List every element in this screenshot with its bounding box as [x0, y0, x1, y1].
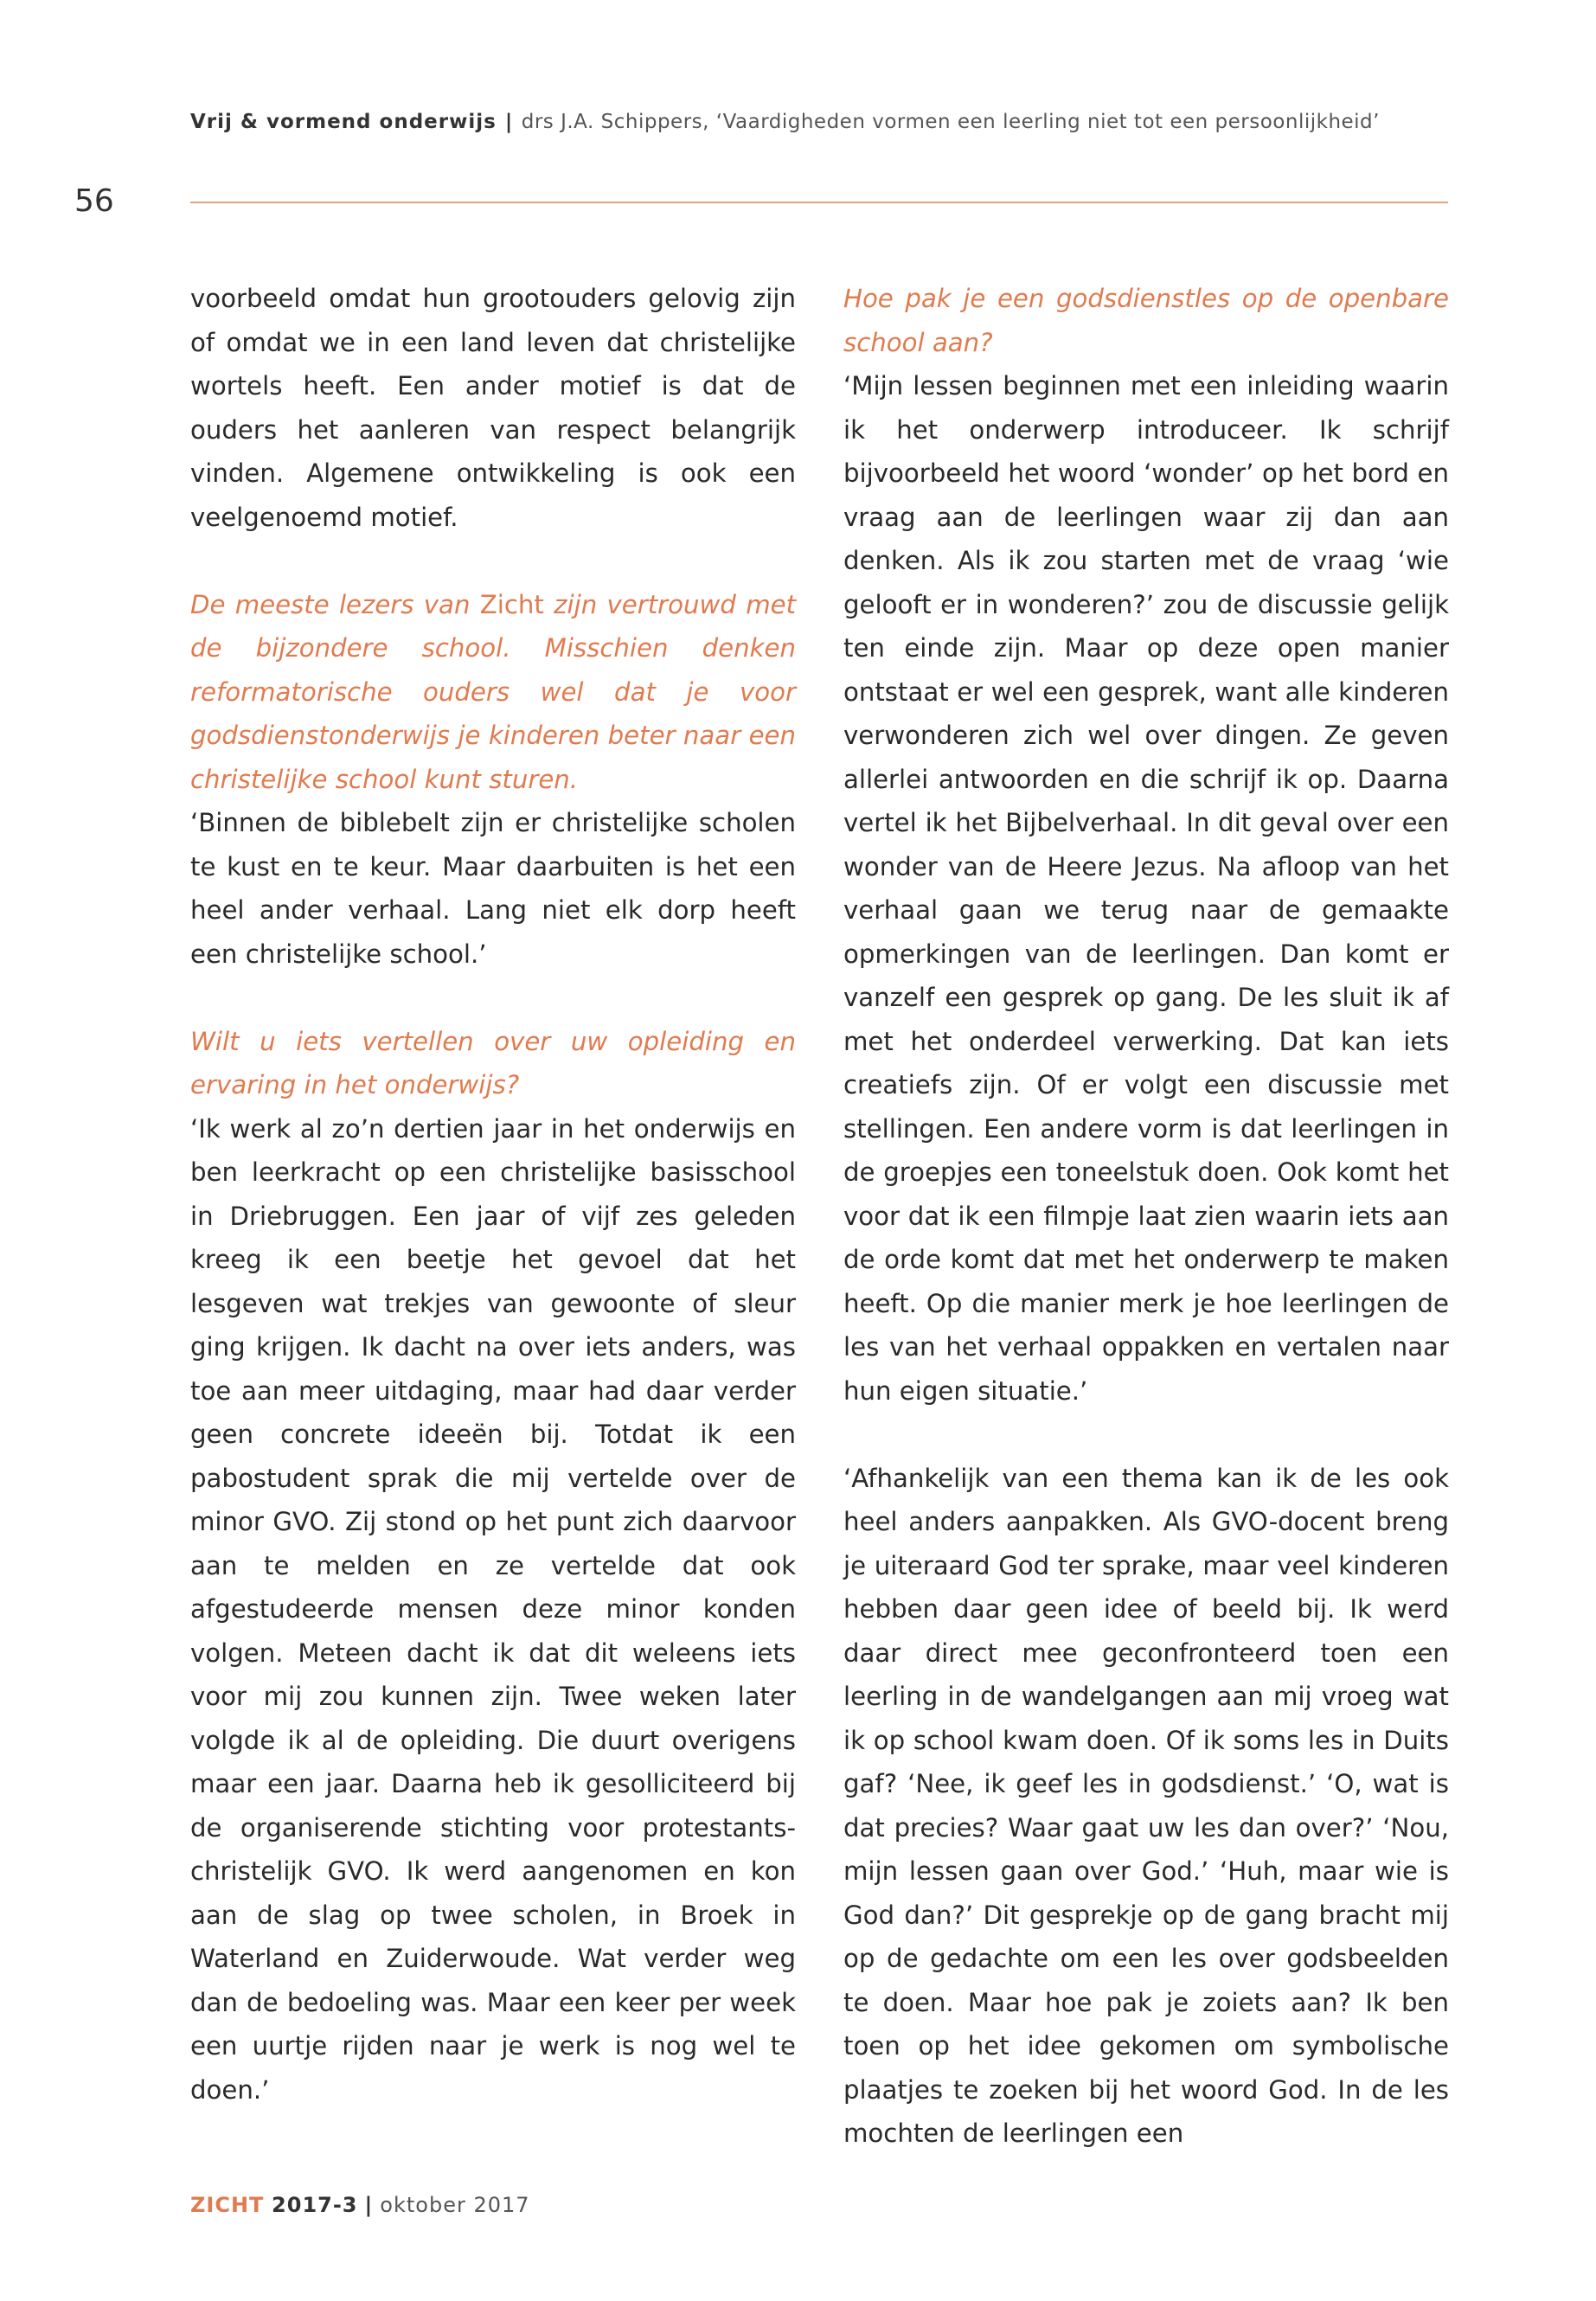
right-column — [843, 277, 1449, 2156]
header-rule — [190, 202, 1448, 203]
question-text: De meeste lezers van — [190, 589, 471, 619]
footer-separator: | — [364, 2193, 374, 2217]
page-footer — [190, 2193, 530, 2217]
article-title: drs J.A. Schippers, ‘Vaardigheden vormen een leerling niet tot een persoonlijkheid’ — [521, 111, 1380, 133]
paragraph: voorbeeld omdat hun grootouders gelovig zijn of omdat we in een land leven dat christelijke wortels heeft. Een ander motief is dat de ouders het aanleren van respect belangrijk vinden. Algemene ontwikkeling is ook een veelgenoemd motief. — [190, 284, 796, 532]
interview-answer: ‘Ik werk al zo’n dertien jaar in het onderwijs en ben leerkracht op een christelijke basisschool in Driebruggen. Een jaar of vijf zes geleden kreeg ik een beetje het gevoel dat het lesgeven wat trekjes van gewoonte of sleur ging krijgen. Ik dacht na over iets anders, was toe aan meer uitdaging, maar had daar verder geen concrete ideeën bij. Totdat ik een pabostudent sprak die mij vertelde over de minor GVO. Zij stond op het punt zich daarvoor aan te melden en ze vertelde dat ook afgestudeerde mensen deze minor konden volgen. Meteen dacht ik dat dit weleens iets voor mij zou kunnen zijn. Twee weken later volgde ik al de opleiding. Die duurt overigens maar een jaar. Daarna heb ik gesolliciteerd bij de organiserende stichting voor protestants-christelijk GVO. Ik werd aangenomen en kon aan de slag op twee scholen, in Broek in Waterland en Zuiderwoude. Wat verder weg dan de bedoeling was. Maar een keer per week een uurtje rijden naar je werk is nog wel te doen.’ — [190, 1113, 796, 2105]
footer-issue: 2017-3 — [272, 2193, 358, 2217]
question-text: zijn vertrouwd met de bijzondere school. Misschien denken reformatorische ouders wel dat je voor godsdienstonderwijs je kinderen beter naar een christelijke school kunt sturen. — [190, 589, 797, 794]
footer-magazine: ZICHT — [190, 2193, 265, 2217]
interview-question — [190, 583, 796, 802]
page-number: 56 — [74, 183, 114, 219]
magazine-name: Zicht — [479, 589, 544, 619]
paragraph-gap — [843, 1413, 1449, 1457]
left-column — [190, 277, 796, 2112]
paragraph-gap — [190, 539, 796, 583]
paragraph-gap — [190, 976, 796, 1020]
footer-date: oktober 2017 — [380, 2193, 530, 2217]
interview-answer: ‘Binnen de biblebelt zijn er christelijke scholen te kust en te keur. Maar daarbuiten is het een heel ander verhaal. Lang niet elk dorp heeft een christelijke school.’ — [190, 808, 796, 969]
interview-question: Hoe pak je een godsdienstles op de openbare school aan? — [843, 284, 1449, 357]
interview-answer: ‘Afhankelijk van een thema kan ik de les ook heel anders aanpakken. Als GVO-docent breng je uiteraard God ter sprake, maar veel kinderen hebben daar geen idee of beeld bij. Ik werd daar direct mee geconfronteerd toen een leerling in de wandelgangen aan mij vroeg wat ik op school kwam doen. Of ik soms les in Duits gaf? ‘Nee, ik geef les in godsdienst.’ ‘O, wat is dat precies? Waar gaat uw les dan over?’ ‘Nou, mijn lessen gaan over God.’ ‘Huh, maar wie is God dan?’ Dit gesprekje op de gang bracht mij op de gedachte om een les over godsbeelden te doen. Maar hoe pak je zoiets aan? Ik ben toen op het idee gekomen om symbolische plaatjes te zoeken bij het woord God. In de les mochten de leerlingen een — [843, 1463, 1449, 2148]
interview-question: Wilt u iets vertellen over uw opleiding en ervaring in het onderwijs? — [190, 1026, 796, 1099]
running-header — [190, 111, 1453, 133]
series-title: Vrij & vormend onderwijs — [190, 111, 497, 133]
header-separator: | — [504, 111, 513, 133]
interview-answer: ‘Mijn lessen beginnen met een inleiding waarin ik het onderwerp introduceer. Ik schrijf bijvoorbeeld het woord ‘wonder’ op het bord en vraag aan de leerlingen waar zij dan aan denken. Als ik zou starten met de vraag ‘wie gelooft er in wonderen?’ zou de discussie gelijk ten einde zijn. Maar op deze open manier ontstaat er wel een gesprek, want alle kinderen verwonderen zich wel over dingen. Ze geven allerlei antwoorden en die schrijf ik op. Daarna vertel ik het Bijbelverhaal. In dit geval over een wonder van de Heere Jezus. Na afloop van het verhaal gaan we terug naar de gemaakte opmerkingen van de leerlingen. Dan komt er vanzelf een gesprek op gang. De les sluit ik af met het onderdeel verwerking. Dat kan iets creatiefs zijn. Of er volgt een discussie met stellingen. Een andere vorm is dat leerlingen in de groepjes een toneelstuk doen. Ook komt het voor dat ik een filmpje laat zien waarin iets aan de orde komt dat met het onderwerp te maken heeft. Op die manier merk je hoe leerlingen de les van het verhaal oppakken en vertalen naar hun eigen situatie.’ — [843, 371, 1449, 1406]
